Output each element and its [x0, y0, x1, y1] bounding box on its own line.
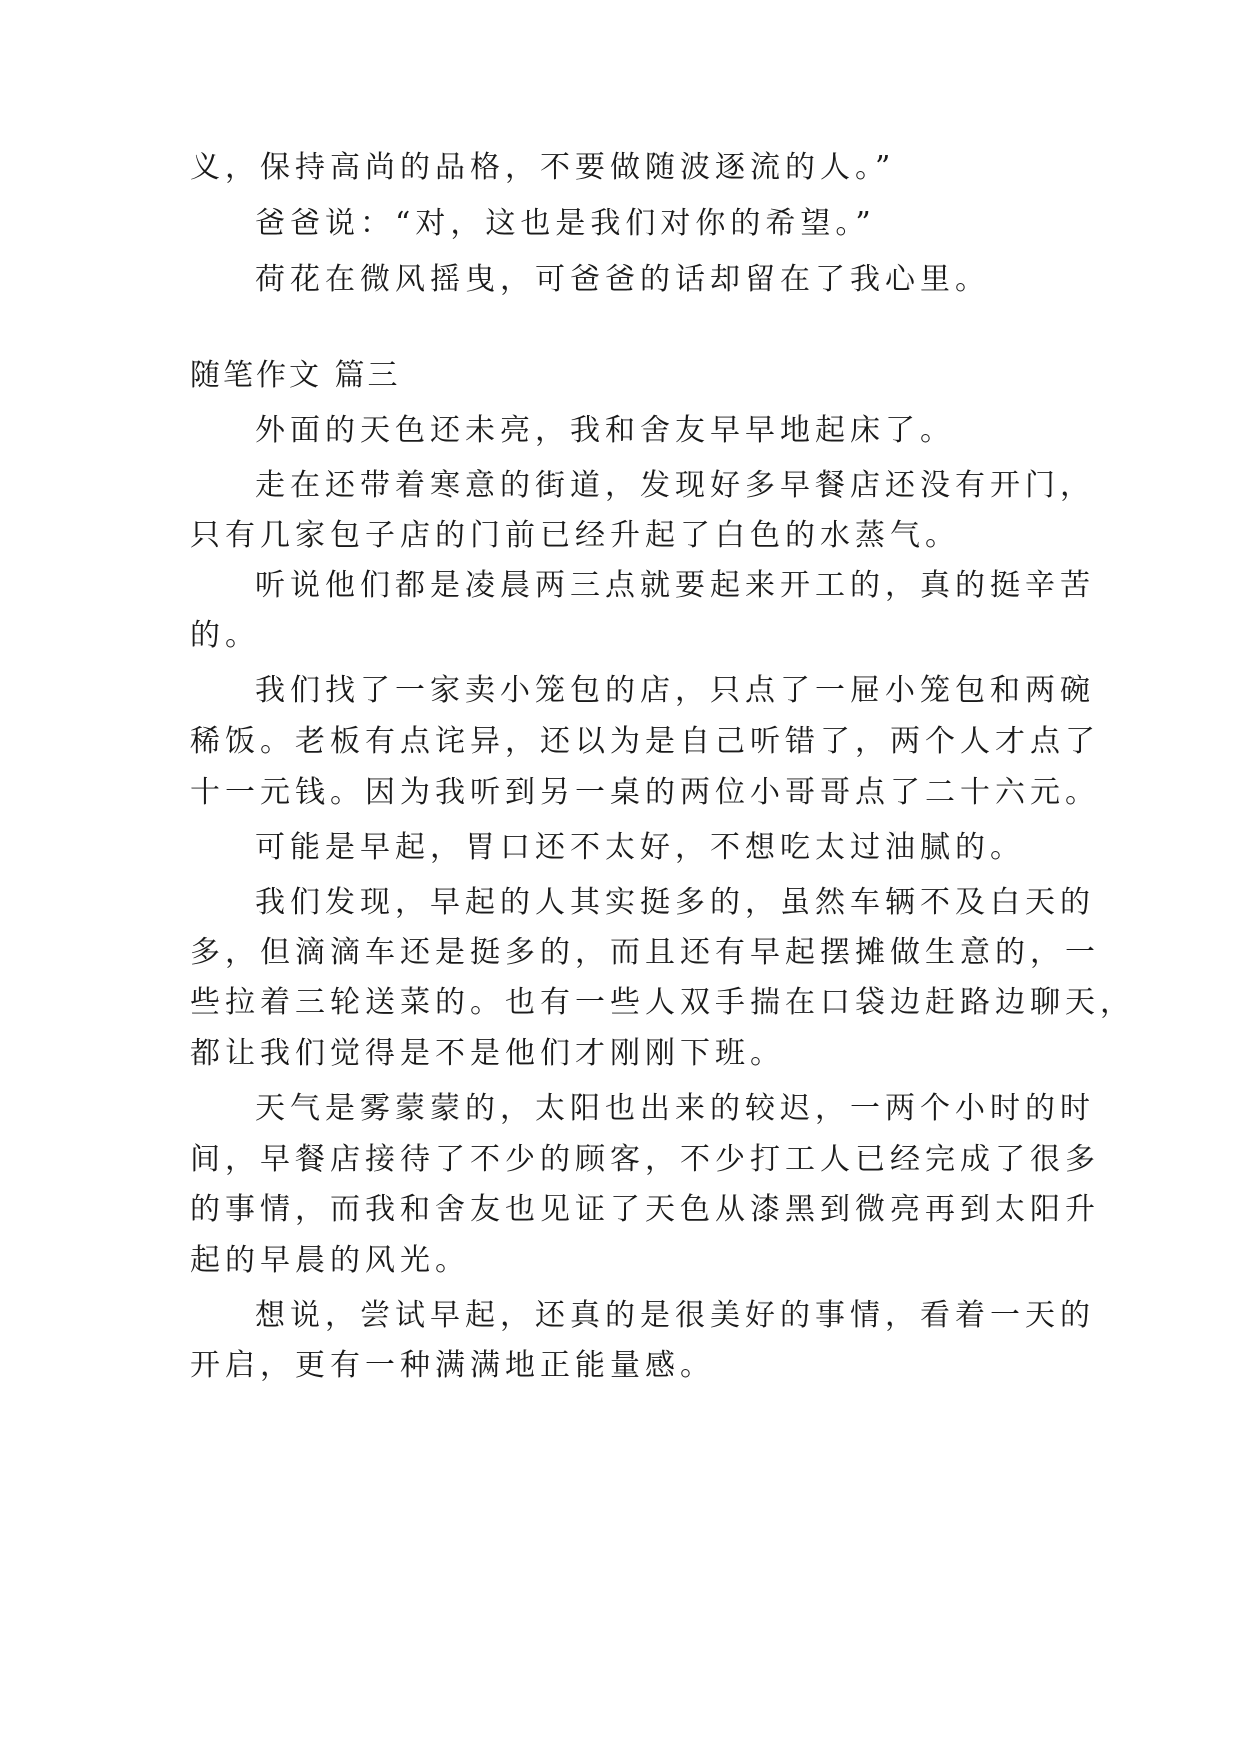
paragraph-line: 外面的天色还未亮，我和舍友早早地起床了。	[255, 413, 955, 448]
paragraph-line: 我们发现，早起的人其实挺多的，虽然车辆不及白天的	[255, 885, 1095, 920]
paragraph-line: 稀饭。老板有点诧异，还以为是自己听错了，两个人才点了	[190, 724, 1100, 759]
paragraph-line: 多，但滴滴车还是挺多的，而且还有早起摆摊做生意的，一	[190, 935, 1100, 970]
section-heading: 随笔作文 篇三	[190, 358, 401, 393]
paragraph-line: 听说他们都是凌晨两三点就要起来开工的，真的挺辛苦	[255, 568, 1095, 603]
paragraph-line: 天气是雾蒙蒙的，太阳也出来的较迟，一两个小时的时	[255, 1091, 1095, 1126]
paragraph-line: 只有几家包子店的门前已经升起了白色的水蒸气。	[190, 518, 960, 553]
paragraph-line: 想说，尝试早起，还真的是很美好的事情，看着一天的	[255, 1298, 1095, 1333]
paragraph-line: 可能是早起，胃口还不太好，不想吃太过油腻的。	[255, 830, 1025, 865]
paragraph-line: 我们找了一家卖小笼包的店，只点了一屉小笼包和两碗	[255, 673, 1095, 708]
paragraph-line: 起的早晨的风光。	[190, 1243, 470, 1278]
paragraph-line: 开启，更有一种满满地正能量感。	[190, 1348, 715, 1383]
paragraph-line: 爸爸说：“对，这也是我们对你的希望。”	[255, 206, 876, 241]
paragraph-line: 荷花在微风摇曳，可爸爸的话却留在了我心里。	[255, 262, 990, 297]
paragraph-line: 都让我们觉得是不是他们才刚刚下班。	[190, 1036, 785, 1071]
paragraph-line: 的事情，而我和舍友也见证了天色从漆黑到微亮再到太阳升	[190, 1192, 1100, 1227]
paragraph-line: 的。	[190, 618, 260, 653]
paragraph-line: 走在还带着寒意的街道，发现好多早餐店还没有开门，	[255, 468, 1095, 503]
paragraph-line: 些拉着三轮送菜的。也有一些人双手揣在口袋边赶路边聊天，	[190, 985, 1135, 1020]
paragraph-line: 十一元钱。因为我听到另一桌的两位小哥哥点了二十六元。	[190, 775, 1100, 810]
paragraph-line: 义，保持高尚的品格，不要做随波逐流的人。”	[190, 150, 896, 185]
paragraph-line: 间，早餐店接待了不少的顾客，不少打工人已经完成了很多	[190, 1142, 1100, 1177]
